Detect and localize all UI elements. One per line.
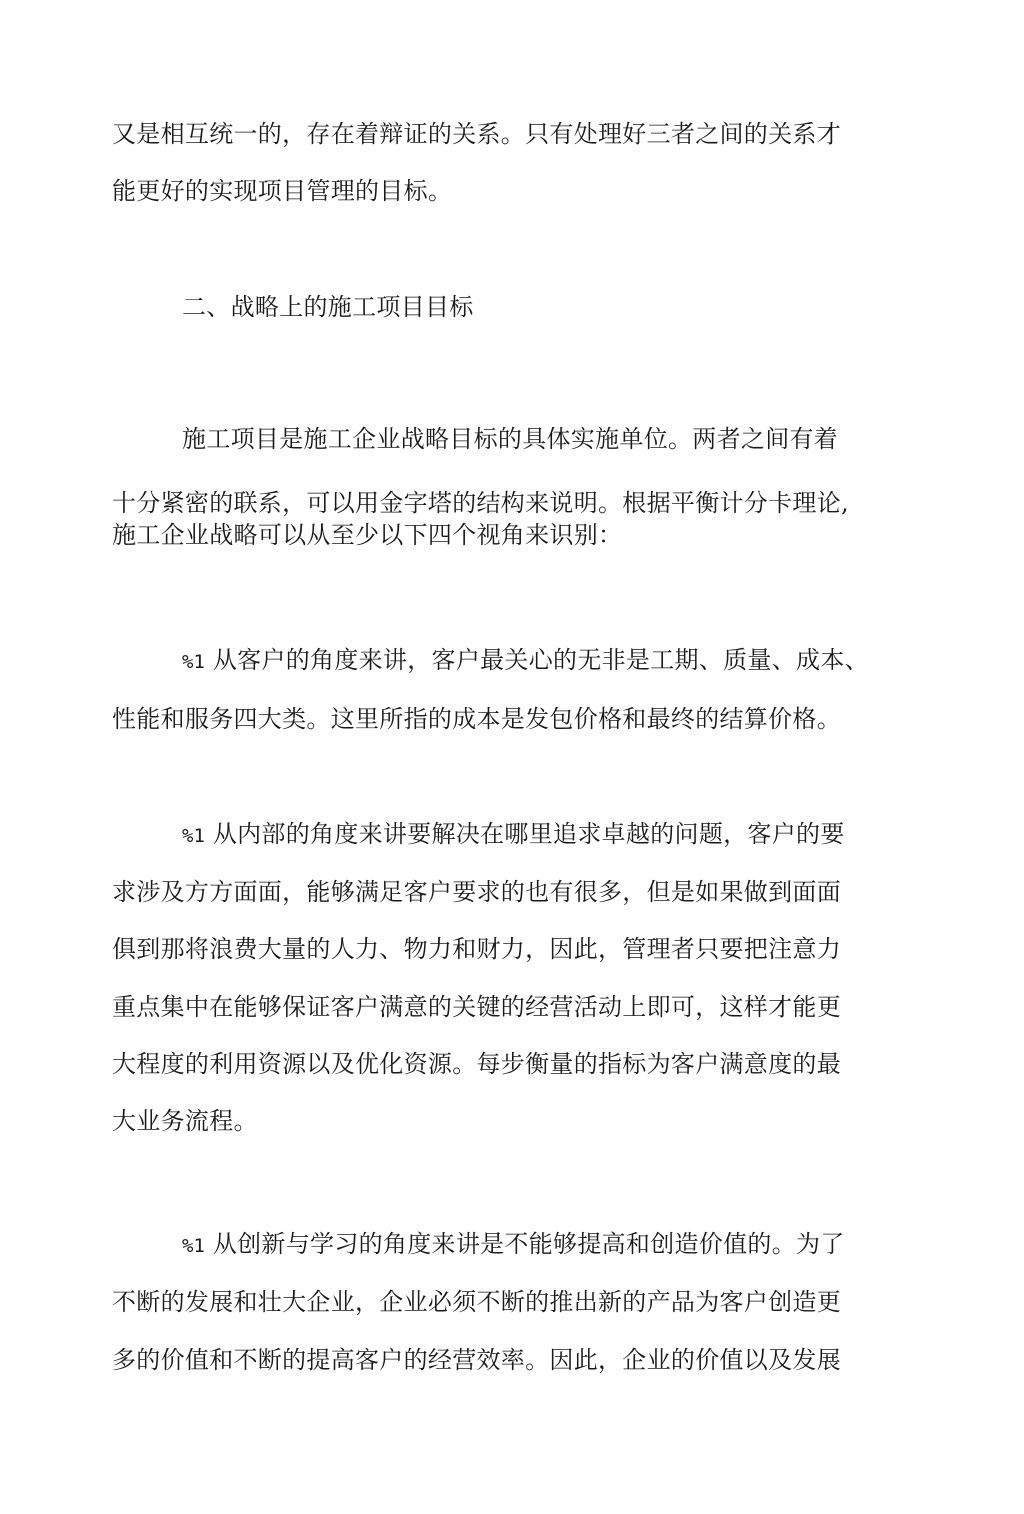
- list-item-text: 从客户的角度来讲，客户最关心的无非是工期、质量、成本、: [212, 646, 869, 674]
- paragraph-2-line-1: 施工项目是施工企业战略目标的具体实施单位。两者之间有着: [182, 425, 839, 453]
- list-item-internal-line-2: 求涉及方方面面，能够满足客户要求的也有很多，但是如果做到面面: [112, 878, 841, 906]
- list-item-internal-line-3: 俱到那将浪费大量的人力、物力和财力，因此，管理者只要把注意力: [112, 935, 841, 963]
- list-item-customer-line-1: [182, 645, 869, 677]
- list-item-internal-line-6: 大业务流程。: [112, 1107, 258, 1135]
- list-item-text: 从内部的角度来讲要解决在哪里追求卓越的问题，客户的要: [212, 820, 845, 848]
- list-item-internal-line-4: 重点集中在能够保证客户满意的关键的经营活动上即可，这样才能更: [112, 993, 841, 1021]
- list-item-innovation-line-1: [182, 1229, 845, 1261]
- list-item-innovation-line-3: 多的价值和不断的提高客户的经营效率。因此，企业的价值以及发展: [112, 1346, 841, 1374]
- paragraph-1-line-2: 能更好的实现项目管理的目标。: [112, 177, 453, 205]
- paragraph-1-line-1: 又是相互统一的，存在着辩证的关系。只有处理好三者之间的关系才: [112, 120, 841, 148]
- list-item-text: 从创新与学习的角度来讲是不能够提高和创造价值的。为了: [212, 1230, 845, 1258]
- paragraph-2-line-2: 十分紧密的联系，可以用金字塔的结构来说明。根据平衡计分卡理论,: [112, 489, 849, 517]
- list-item-innovation-line-2: 不断的发展和壮大企业，企业必须不断的推出新的产品为客户创造更: [112, 1288, 841, 1316]
- list-marker: %1: [182, 651, 205, 673]
- list-item-customer-line-2: 性能和服务四大类。这里所指的成本是发包价格和最终的结算价格。: [112, 705, 841, 733]
- list-item-internal-line-1: [182, 819, 845, 851]
- list-item-internal-line-5: 大程度的利用资源以及优化资源。每步衡量的指标为客户满意度的最: [112, 1050, 841, 1078]
- list-marker: %1: [182, 1235, 205, 1257]
- section-heading: 二、战略上的施工项目目标: [182, 293, 474, 321]
- list-marker: %1: [182, 825, 205, 847]
- paragraph-2-line-3: 施工企业战略可以从至少以下四个视角来识别：: [112, 521, 623, 549]
